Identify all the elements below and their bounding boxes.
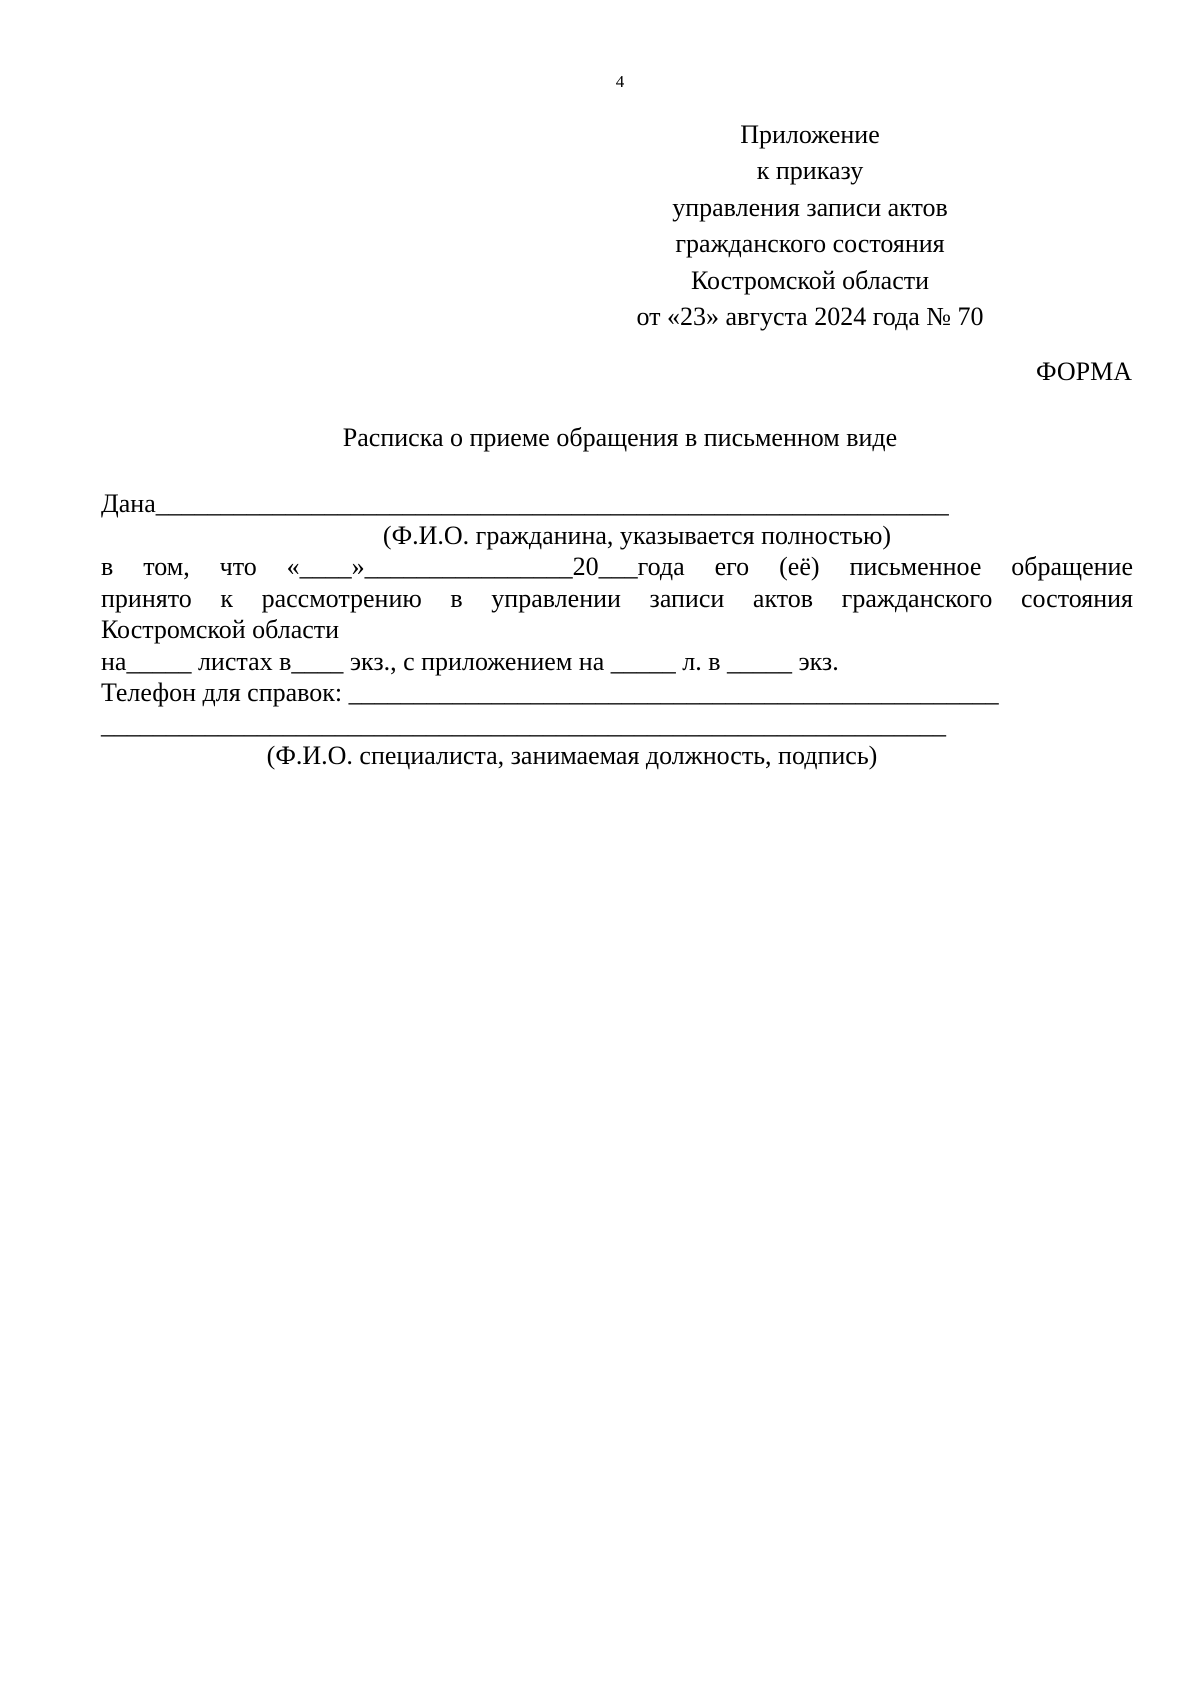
- receipt-body: [101, 488, 1133, 772]
- specialist-signature-caption: (Ф.И.О. специалиста, занимаемая должность, подпись): [266, 741, 878, 770]
- appendix-line: к приказу: [756, 156, 864, 186]
- sheets-line: на_____ листах в____ экз., с приложением на _____ л. в _____ экз.: [101, 646, 839, 676]
- paragraph-line: принято к рассмотрению в управлении записи актов гражданского состояния: [101, 583, 1133, 613]
- form-label: ФОРМА: [1036, 357, 1132, 386]
- page-number: 4: [615, 72, 625, 91]
- appendix-line: управления записи актов: [672, 192, 948, 222]
- phone-line: Телефон для справок: __________________________________________________: [101, 678, 999, 707]
- citizen-name-caption: (Ф.И.О. гражданина, указывается полностью): [382, 520, 892, 550]
- document-title: Расписка о приеме обращения в письменном виде: [342, 423, 898, 452]
- paragraph-line: в том, что «____»________________20___года его (её) письменное обращение: [101, 552, 1133, 581]
- appendix-line: гражданского состояния: [675, 229, 945, 259]
- appendix-line: Приложение: [740, 120, 880, 149]
- paragraph-line: Костромской области: [101, 615, 340, 644]
- signature-line: _________________________________________________________________: [101, 709, 946, 739]
- appendix-order-date: от «23» августа 2024 года № 70: [636, 302, 984, 332]
- appendix-header: [590, 117, 1030, 335]
- appendix-line: Костромской области: [690, 265, 930, 295]
- given-to-line: Дана_____________________________________________________________: [101, 489, 949, 518]
